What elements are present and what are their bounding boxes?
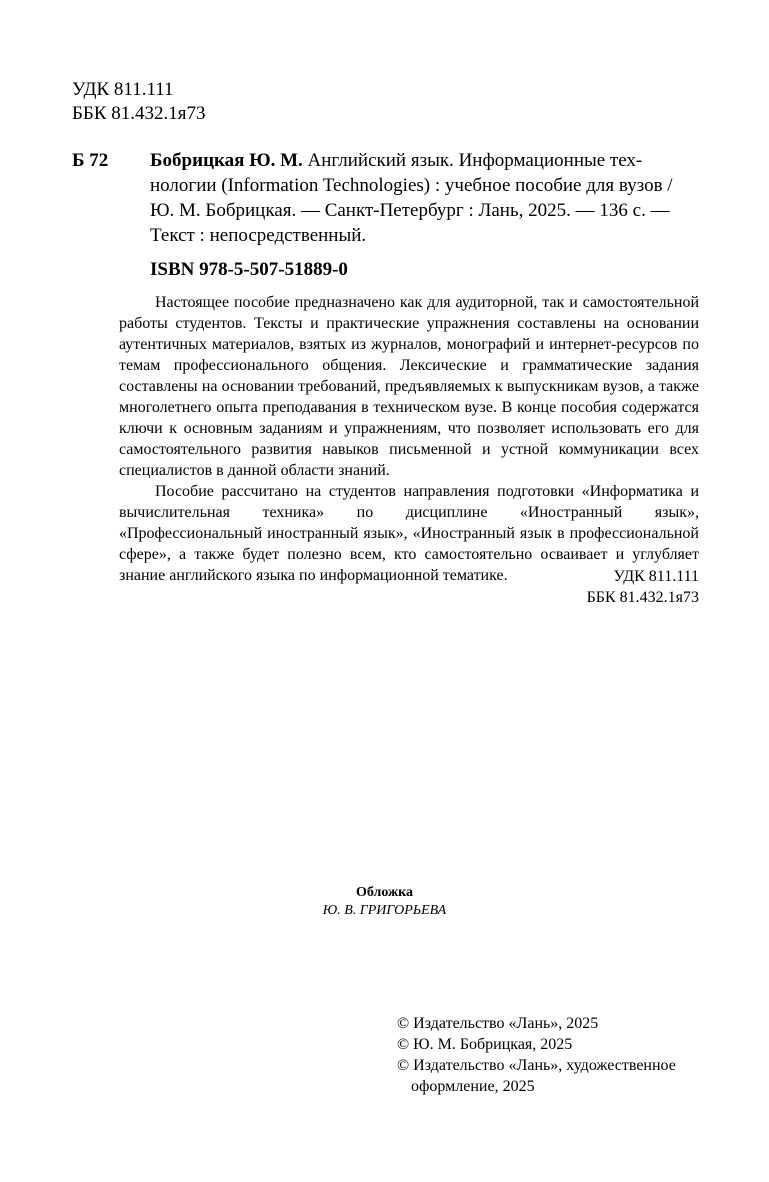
description-line-4: Текст : непосредственный. [150, 225, 367, 246]
annotation-paragraph-2: Пособие рассчитано на студентов направления подготовки «Информатика и вычислительная техника» по дисциплине «Иностранный язык», «Профессиональный иностранный язык», «Иностранный язык в профессиональной сфере», а также будет полезно всем, кто самостоятельно осваивает и углубляет знание английского языка по информационной тематике. [119, 483, 699, 584]
bibliographic-description [150, 148, 700, 248]
cover-label: Обложка [355, 885, 414, 900]
classification-codes-top [72, 78, 205, 126]
classification-codes-bottom [587, 566, 699, 608]
copyright-line-3: © Издательство «Лань», художественное [397, 1057, 676, 1074]
description-line-2: нологии (Information Technologies) : учебное пособие для вузов / [150, 175, 673, 196]
udk-code-right: УДК 811.111 [613, 568, 699, 585]
description-line-3: Ю. М. Бобрицкая. — Санкт-Петербург : Лань, 2025. — 136 с. — [150, 200, 670, 221]
copyright-line-4: оформление, 2025 [411, 1078, 535, 1095]
description-line-1 [150, 148, 700, 173]
annotation-paragraph-1: Настоящее пособие предназначено как для аудиторной, так и самостоятельной работы студентов. Тексты и практические упражнения составлены на основании аутентичных материалов, взятых из журналов, монографий и интернет-ресурсов по темам профессионального общения. Лексические и грамматические задания составлены на основании требований, предъявляемых к выпускникам вузов, а также многолетнего опыта преподавания в техническом вузе. В конце пособия содержатся ключи к основным заданиям и упражнениям, что позволяет использовать его для самостоятельного развития навыков письменной и устной коммуникации всех специалистов в данной области знаний. [119, 294, 699, 479]
copyright-line-1: © Издательство «Лань», 2025 [397, 1015, 599, 1032]
copyright-line-2: © Ю. М. Бобрицкая, 2025 [397, 1036, 573, 1053]
udk-code: УДК 811.111 [72, 79, 174, 100]
author-name: Бобрицкая Ю. М. [150, 150, 303, 171]
bbk-code-right: ББК 81.432.1я73 [586, 589, 699, 606]
bbk-code: ББК 81.432.1я73 [72, 103, 206, 124]
title-part-1: Английский язык. Информационные тех- [302, 150, 643, 171]
bibliographic-entry [72, 148, 700, 282]
isbn: ISBN 978-5-507-51889-0 [150, 259, 348, 280]
annotation [119, 292, 699, 586]
author-cipher: Б 72 [72, 150, 109, 171]
cover-credits [0, 884, 769, 920]
copyright-block [397, 1013, 676, 1097]
cover-designer: Ю. В. ГРИГОРЬЕВА [322, 903, 447, 918]
